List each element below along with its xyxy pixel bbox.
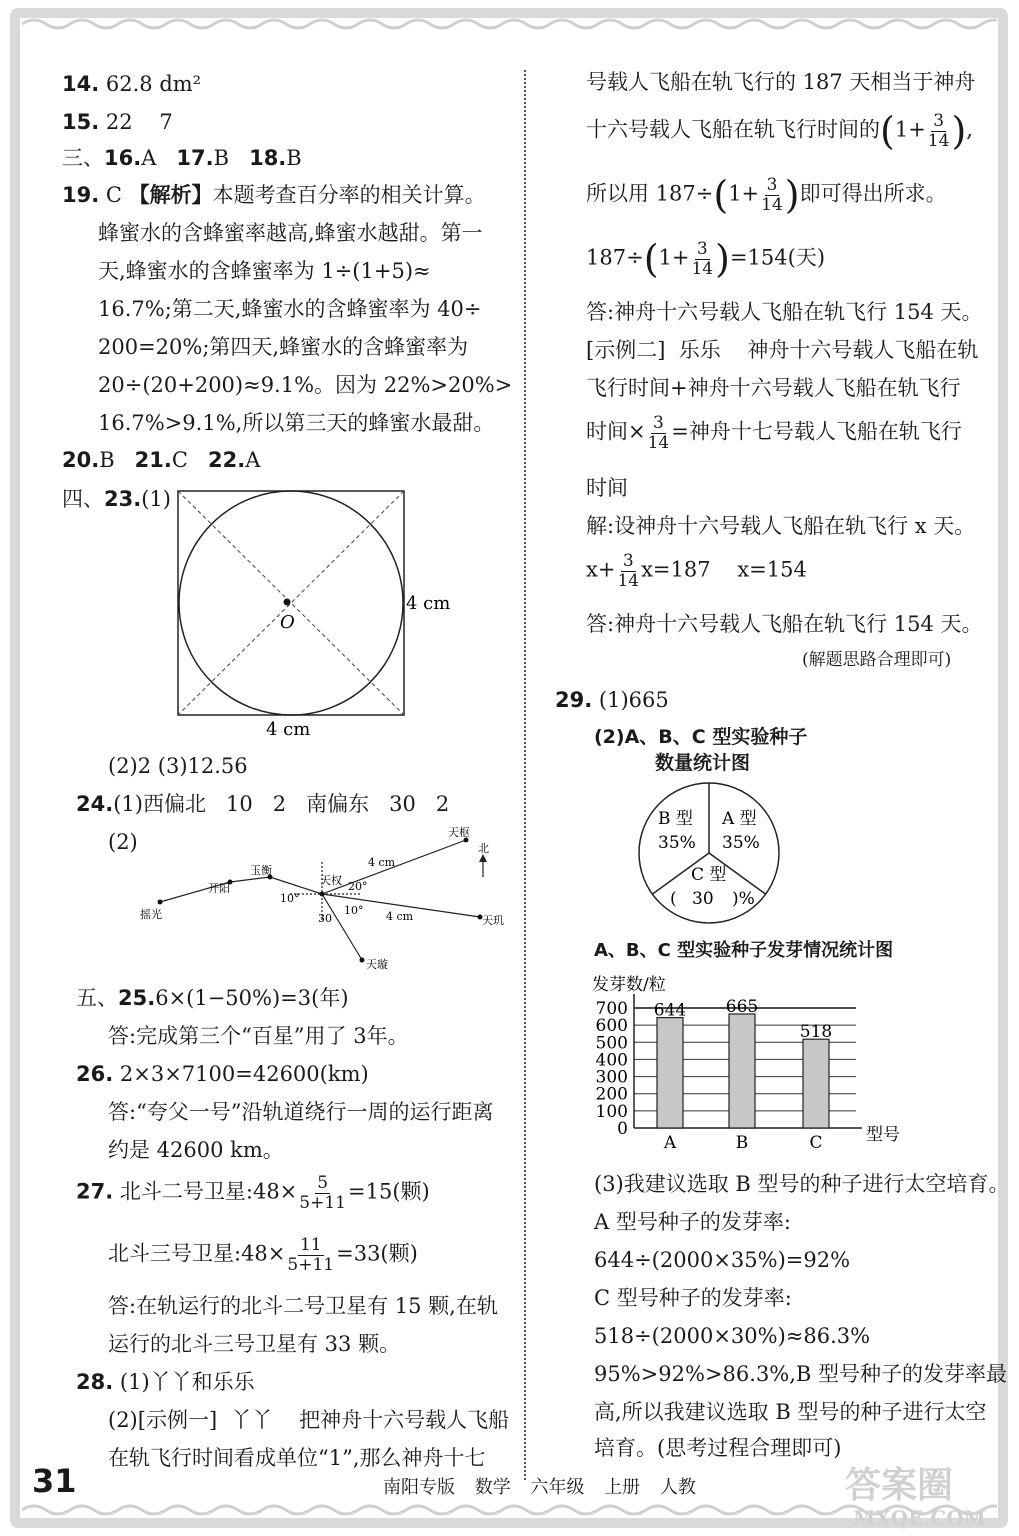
star-map [130, 822, 510, 972]
y-tick-label: 0 [617, 1119, 628, 1139]
pie-pct-a: 35% [722, 833, 760, 853]
q29-part3: (3)我建议选取 B 型号的种子进行太空培育。 [594, 1172, 1010, 1196]
label-star4: 摇光 [140, 908, 162, 921]
pie-c-close: )% [732, 889, 755, 909]
q23-parts: (2)2 (3)12.56 [108, 754, 248, 778]
y-tick-label: 700 [595, 999, 628, 1019]
side-label: 4 cm [406, 593, 451, 614]
q24-part2: (2) [108, 830, 138, 854]
q29-line: C 型号种子的发芽率: [594, 1286, 792, 1310]
q29-line: 518÷(2000×30%)≈86.3% [594, 1324, 871, 1348]
q19-head: 19. C 【解析】本题考查百分率的相关计算。 [62, 183, 486, 207]
q27-answer: 答:在轨运行的北斗二号卫星有 15 颗,在轨 [108, 1294, 498, 1318]
q19-line: 16.7%;第二天,蜂蜜水的含蜂蜜率为 40÷ [98, 297, 482, 321]
q19-line: 16.7%>9.1%,所以第三天的蜂蜜水最甜。 [98, 411, 495, 435]
q25-expr: 五、25.6×(1−50%)=3(年) [76, 986, 349, 1010]
label-star5: 天权 [320, 874, 342, 887]
q29-line: 95%>92%>86.3%,B 型号种子的发芽率最 [594, 1362, 1008, 1386]
q29-line: 高,所以我建议选取 B 型号的种子进行太空 [594, 1400, 987, 1424]
label-north: 北 [478, 842, 489, 855]
q29-part1: 29. (1)665 [555, 688, 669, 712]
q28-part1: 28. (1)丫丫和乐乐 [76, 1370, 255, 1394]
label-star1: 天枢 [448, 826, 470, 839]
q15: 15. 22 7 [62, 110, 173, 134]
pie-c-open: ( [670, 889, 677, 909]
q26-expr: 26. 2×3×7100=42600(km) [76, 1062, 369, 1086]
r-line: 时间 [586, 476, 628, 500]
q25-answer: 答:完成第三个“百星”用了 3年。 [108, 1024, 409, 1048]
r-line: 答:神舟十六号载人飞船在轨飞行 154 天。 [586, 300, 983, 324]
footer-text: 南阳专版 数学 六年级 上册 人教 [383, 1477, 696, 1498]
r-line: 解:设神舟十六号载人飞船在轨飞行 x 天。 [586, 514, 976, 538]
x-tick-label: C [809, 1133, 823, 1153]
q20-22: 20.B 21.C 22.A [62, 448, 261, 472]
q26-answer: 答:“夸父一号”沿轨道绕行一周的运行距离 [108, 1100, 494, 1124]
watermark-line1: 答案圈 [845, 1464, 954, 1506]
q29-line: 培育。(思考过程合理即可) [594, 1436, 842, 1460]
bar-B [729, 1014, 755, 1128]
q28-part2: (2)[示例一] 丫丫 把神舟十六号载人飞船 [108, 1408, 510, 1432]
bar-value-label: 665 [725, 997, 759, 1017]
bar-value-label: 518 [799, 1022, 833, 1043]
pie-label-a: A 型 [722, 809, 757, 829]
label-ang2: 10° [280, 892, 300, 905]
y-tick-label: 600 [595, 1016, 628, 1037]
label-ang4: 30 [318, 912, 332, 925]
pie-title-1: (2)A、B、C 型实验种子 [594, 726, 808, 748]
label-ang1: 20° [348, 880, 368, 893]
bar-value-label: 644 [653, 1000, 687, 1021]
y-tick-label: 400 [595, 1050, 628, 1071]
q27-line1: 27. 北斗二号卫星:48× $\frac{5}{5+11}$ =15(颗) [76, 1173, 430, 1213]
label-star7: 天璇 [366, 958, 388, 971]
watermark-logo [835, 1455, 1005, 1535]
r-line: 时间× $\frac{3}{14}$ =神舟十七号载人飞船在轨飞行 [586, 413, 962, 453]
label-star6: 天玑 [482, 914, 504, 927]
r-line: x+ $\frac{3}{14}$ x=187 x=154 [586, 551, 807, 591]
bar-title: A、B、C 型实验种子发芽情况统计图 [594, 940, 894, 961]
bar-A [657, 1018, 683, 1128]
y-tick-label: 300 [595, 1067, 628, 1088]
pie-label-b: B 型 [658, 809, 693, 829]
r-line: [示例二] 乐乐 神舟十六号载人飞船在轨 [586, 338, 979, 362]
q19-line: 20÷(20+200)≈9.1%。因为 22%>20%> [98, 373, 513, 397]
q26-answer: 约是 42600 km。 [108, 1138, 284, 1162]
r-line: 飞行时间+神舟十六号载人飞船在轨飞行 [586, 376, 961, 400]
q29-line: A 型号种子的发芽率: [594, 1210, 791, 1234]
y-tick-label: 200 [595, 1084, 628, 1105]
column-divider [524, 70, 526, 1480]
y-tick-label: 500 [595, 1033, 628, 1054]
pie-c-val: 30 [692, 889, 714, 909]
center-point [284, 599, 291, 606]
r-line: 187÷(1+ $\frac{3}{14}$ )=154(天) [586, 237, 826, 282]
x-tick-label: A [663, 1133, 677, 1153]
q19-line: 天,蜂蜜水的含蜂蜜率为 1÷(1+5)≈ [98, 259, 431, 283]
y-tick-label: 100 [595, 1101, 628, 1122]
q24-part1: 24.(1)西偏北 10 2 南偏东 30 2 [76, 792, 450, 816]
q19-line: 蜂蜜水的含蜂蜜率越高,蜂蜜水越甜。第一 [98, 221, 483, 245]
q27-answer: 运行的北斗三号卫星有 33 颗。 [108, 1332, 401, 1356]
q23-head: 四、23.(1) [62, 487, 171, 511]
r-line: 答:神舟十六号载人飞船在轨飞行 154 天。 [586, 612, 983, 636]
bar-xlabel: 型号 [866, 1125, 900, 1145]
x-tick-label: B [735, 1133, 749, 1153]
pie-pct-b: 35% [658, 833, 696, 853]
q16-18: 三、16.A 17.B 18.B [62, 146, 302, 170]
pie-title-2: 数量统计图 [655, 752, 751, 774]
pie-label-c: C 型 [691, 865, 727, 885]
bar-ylabel: 发芽数/粒 [592, 975, 666, 995]
top-wave-border [22, 16, 997, 32]
r-line: 所以用 187÷(1+ $\frac{3}{14}$ )即可得出所求。 [586, 173, 947, 218]
q19-line: 200=20%;第四天,蜂蜜水的含蜂蜜率为 [98, 335, 469, 359]
bar-C [803, 1039, 829, 1128]
page-number: 31 [32, 1462, 77, 1500]
watermark-line2: MXQE.COM [853, 1506, 986, 1530]
q27-line2: 北斗三号卫星:48× $\frac{11}{5+11}$ =33(颗) [108, 1235, 418, 1275]
q14: 14. 62.8 dm² [62, 72, 202, 96]
label-star2: 玉衡 [250, 864, 272, 877]
label-dist1: 4 cm [368, 856, 396, 869]
q29-line: 644÷(2000×35%)=92% [594, 1248, 851, 1272]
r-note: (解题思路合理即可) [802, 650, 952, 670]
q28-part2: 在轨飞行时间看成单位“1”,那么神舟十七 [108, 1446, 486, 1470]
label-star3: 开阳 [208, 882, 230, 895]
r-line: 号载人飞船在轨飞行的 187 天相当于神舟 [586, 70, 976, 94]
label-dist2: 4 cm [386, 910, 414, 923]
center-label: O [280, 612, 295, 633]
bottom-label: 4 cm [266, 719, 311, 740]
q23-figure [170, 485, 460, 740]
label-ang3: 10° [344, 904, 364, 917]
r-line: 十六号载人飞船在轨飞行时间的(1+ $\frac{3}{14}$ ), [586, 109, 973, 154]
bar-chart [588, 970, 918, 1155]
pie-chart [636, 780, 782, 926]
